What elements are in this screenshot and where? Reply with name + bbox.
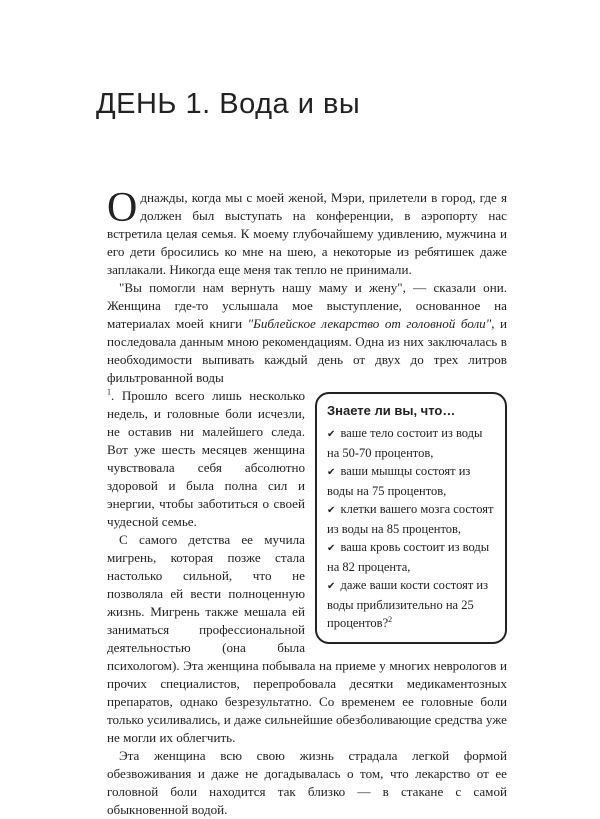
paragraph-2-text-a: "Вы помогли нам вернуть нашу маму и жену", — сказали они. Женщина где-то услышала мое выступление, основанное на материалах моей книги	[107, 280, 507, 331]
paragraph-1	[107, 185, 507, 279]
check-icon: ✔	[327, 581, 336, 592]
paragraph-2-text-b: , и последовала данным мною рекомендациям. Одна из них заключалась в необходимости выпивать каждый день от двух до трех литров фильтрованной воды	[107, 316, 507, 385]
sidebar-item: ✔ ваше тело состоит из воды на 50-70 процентов,	[327, 426, 483, 460]
sidebar-item: ✔ клетки вашего мозга состоят из воды на 85 процентов,	[327, 502, 494, 536]
drop-cap: О	[107, 185, 138, 231]
body-text	[107, 185, 507, 819]
paragraph-4: Эта женщина всю свою жизнь страдала легкой формой обезвоживания и даже не догадывалась о том, что лекарство от ее головной боли находится так близко — в стакане с самой обыкновенной водой.	[107, 748, 507, 817]
book-title: "Библейское лекарство от головной боли"	[247, 316, 492, 331]
sidebar-footnote-mark: 2	[388, 614, 393, 624]
page-title: ДЕНЬ 1. Вода и вы	[96, 88, 361, 120]
sidebar-item: ✔ даже ваши кости состоят из воды приблизительно на 25 процентов?$^2$	[327, 578, 489, 630]
check-icon: ✔	[327, 505, 336, 516]
sidebar-list	[327, 424, 497, 632]
sidebar-item: ✔ ваши мышцы состоят из воды на 75 процентов,	[327, 464, 471, 498]
footnote-mark: 1	[107, 387, 111, 397]
paragraph-3: С самого детства ее мучила мигрень, которая позже стала настолько сильной, что не позволяла ей вести полноценную жизнь. Мигрень также мешала ей заниматься профессиональной деятельностью (она была психологом). Эта женщина побывала на приеме у многих неврологов и прочих специалистов, перепробовала десятки медикаментозных препаратов, однако безрезультатно. Со временем ее головные боли только усиливались, и даже сильнейшие обезболивающие средства уже не могли их облегчить.	[107, 532, 507, 745]
sidebar-item: ✔ ваша кровь состоит из воды на 82 процента,	[327, 540, 490, 574]
paragraph-1-text: днажды, когда мы с моей женой, Мэри, прилетели в город, где я должен был выступать на конференции, в аэропорту нас встретила целая семья. К моему глубочайшему удивлению, мужчина и его дети бросились ко мне на шею, а некоторые из ребятишек даже заплакали. Никогда еще меня так тепло не принимали.	[107, 190, 507, 277]
check-icon: ✔	[327, 543, 336, 554]
paragraph-2-text-c: . Прошло всего лишь несколько недель, и головные боли исчезли, не оставив ни малейшего следа. Вот уже шесть месяцев женщина чувствовала себя абсолютно здоровой и была полна сил и энергии, чтобы заботиться о своей чудесной семье.	[107, 388, 305, 529]
sidebar-title: Знаете ли вы, что…	[327, 403, 456, 418]
paragraph-2	[107, 279, 507, 387]
did-you-know-sidebar	[315, 392, 507, 644]
check-icon: ✔	[327, 467, 336, 478]
check-icon: ✔	[327, 429, 336, 440]
